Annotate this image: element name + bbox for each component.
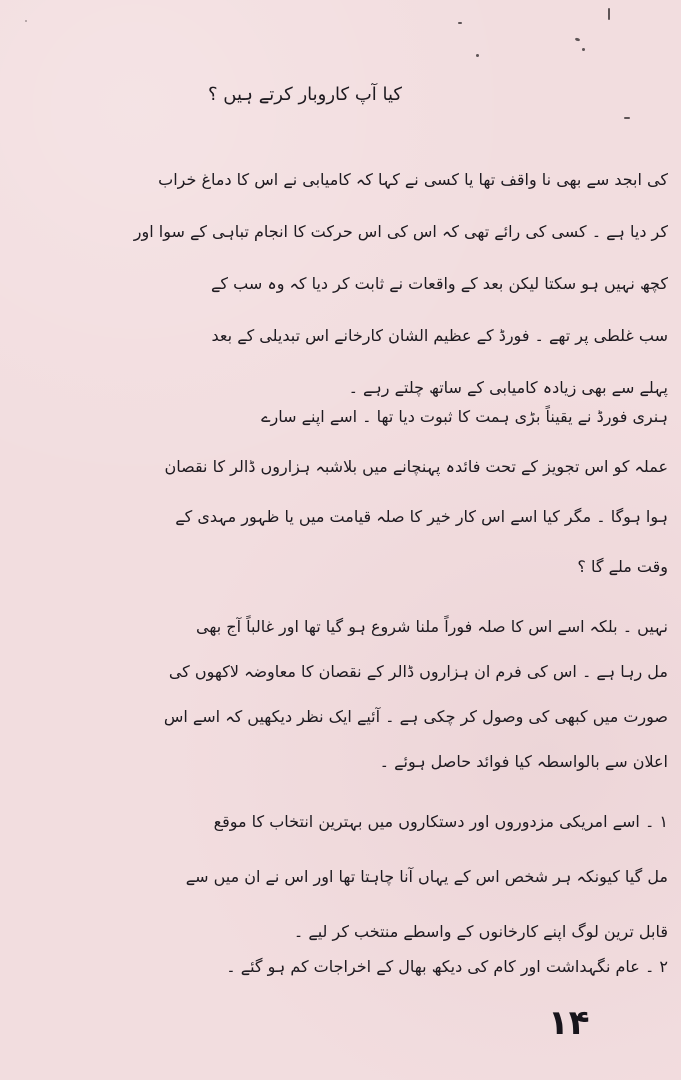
text-line: ۱ ۔ اسے امریکی مزدوروں اور دستکاروں میں بہترین انتخاب کا موقع — [213, 812, 668, 831]
numbered-item-2 — [18, 950, 668, 984]
ink-speck — [608, 8, 610, 20]
text-line: عملہ کو اس تجویز کے تحت فائدہ پہنچانے میں بلاشبہ ہزاروں ڈالر کا نقصان — [164, 457, 668, 476]
text-line: سب غلطی پر تھے ۔ فورڈ کے عظیم الشان کارخانے اس تبدیلی کے بعد — [211, 326, 668, 345]
numbered-item-1 — [18, 794, 668, 959]
paragraph-2 — [18, 392, 668, 592]
text-line: نہیں ۔ بلکہ اسے اس کا صلہ فوراً ملنا شروع ہو گیا تھا اور غالباً آج بھی — [196, 617, 668, 636]
text-line: مل رہا ہے ۔ اس کی فرم ان ہزاروں ڈالر کے نقصان کا معاوضہ لاکھوں کی — [168, 662, 668, 681]
ink-speck — [25, 20, 27, 22]
text-line: کر دیا ہے ۔ کسی کی رائے تھی کہ اس کی اس حرکت کا انجام تباہی کے سوا اور — [133, 222, 668, 241]
ink-speck — [476, 54, 479, 57]
ink-speck — [582, 48, 585, 51]
page-heading: کیا آپ کاروبار کرتے ہیں ؟ — [208, 84, 402, 105]
paragraph-1 — [18, 154, 668, 414]
text-line: مل گیا کیونکہ ہر شخص اس کے یہاں آنا چاہتا تھا اور اس نے ان میں سے — [185, 867, 668, 886]
text-line: پہلے سے بھی زیادہ کامیابی کے ساتھ چلتے رہے ۔ — [348, 378, 668, 397]
ink-speck — [458, 22, 462, 24]
text-line: صورت میں کبھی کی وصول کر چکی ہے ۔ آئیے ایک نظر دیکھیں کہ اسے اس — [163, 707, 668, 726]
text-line: ۲ ۔ عام نگہداشت اور کام کی دیکھ بھال کے اخراجات کم ہو گئے ۔ — [226, 957, 668, 976]
text-line: قابل ترین لوگ اپنے کارخانوں کے واسطے منتخب کر لیے ۔ — [293, 922, 668, 941]
text-line: کی ابجد سے بھی نا واقف تھا یا کسی نے کہا کہ کامیابی نے اس کا دماغ خراب — [158, 170, 668, 189]
ink-speck — [624, 117, 630, 119]
page-number: ۱۴ — [548, 1003, 590, 1043]
ink-speck — [575, 37, 581, 41]
text-line: ہنری فورڈ نے یقیناً بڑی ہمت کا ثبوت دیا تھا ۔ اسے اپنے سارے — [261, 407, 668, 426]
paragraph-3 — [18, 604, 668, 784]
text-line: کچھ نہیں ہو سکتا لیکن بعد کے واقعات نے ثابت کر دیا کہ وہ سب کے — [211, 274, 668, 293]
text-line: ہوا ہوگا ۔ مگر کیا اسے اس کار خیر کا صلہ قیامت میں یا ظہور مہدی کے — [175, 507, 668, 526]
text-line: اعلان سے بالواسطہ کیا فوائد حاصل ہوئے ۔ — [379, 752, 668, 771]
text-line: وقت ملے گا ؟ — [577, 557, 668, 576]
